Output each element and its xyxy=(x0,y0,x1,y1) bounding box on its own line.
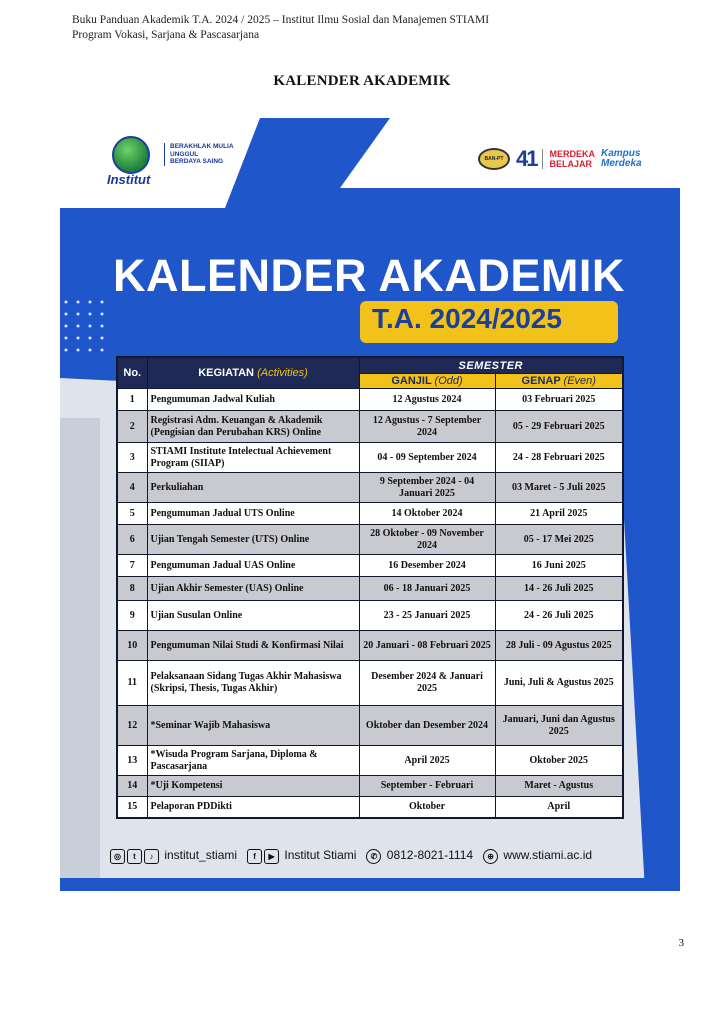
running-header xyxy=(72,13,489,43)
document-title: KALENDER AKADEMIK xyxy=(273,73,451,89)
cell-kegiatan: Ujian Tengah Semester (UTS) Online xyxy=(147,525,359,555)
cell-ganjil: 28 Oktober - 09 November 2024 xyxy=(359,525,495,555)
cell-no: 9 xyxy=(117,601,147,631)
cell-kegiatan: Ujian Susulan Online xyxy=(147,601,359,631)
cell-genap: 28 Juli - 09 Agustus 2025 xyxy=(495,631,623,661)
cell-genap: 21 April 2025 xyxy=(495,503,623,525)
page-number: 3 xyxy=(678,937,684,949)
cell-genap: Juni, Juli & Agustus 2025 xyxy=(495,661,623,706)
cell-genap: 03 Februari 2025 xyxy=(495,389,623,411)
cell-no: 4 xyxy=(117,473,147,503)
cell-ganjil: 14 Oktober 2024 xyxy=(359,503,495,525)
header-line-2: Program Vokasi, Sarjana & Pascasarjana xyxy=(72,29,260,41)
cell-kegiatan: Pengumuman Jadual UTS Online xyxy=(147,503,359,525)
cell-kegiatan: Pelaporan PDDikti xyxy=(147,797,359,818)
cell-ganjil: April 2025 xyxy=(359,746,495,776)
cell-no: 14 xyxy=(117,776,147,797)
website-block: ⊕ www.stiami.ac.id xyxy=(483,848,592,864)
logo-tagline: BERAKHLAK MULIA UNGGUL BERDAYA SAING xyxy=(164,143,234,166)
col-genap-header: GENAP (Even) xyxy=(495,374,623,389)
col-ganjil-header: GANJIL (Odd) xyxy=(359,374,495,389)
cell-no: 10 xyxy=(117,631,147,661)
academic-year-text: T.A. 2024/2025 xyxy=(372,303,562,334)
whatsapp-icon: ✆ xyxy=(366,849,381,864)
table-row xyxy=(117,601,623,631)
cell-kegiatan: *Seminar Wajib Mahasiswa xyxy=(147,706,359,746)
cell-ganjil: Oktober xyxy=(359,797,495,818)
cell-genap: 24 - 26 Juli 2025 xyxy=(495,601,623,631)
dot-pattern-decor xyxy=(60,296,108,356)
cell-ganjil: 23 - 25 Januari 2025 xyxy=(359,601,495,631)
cell-genap: April xyxy=(495,797,623,818)
cell-no: 5 xyxy=(117,503,147,525)
facebook-icon: f xyxy=(247,849,262,864)
kampus-merdeka-logo: Kampus Merdeka xyxy=(601,148,642,169)
poster-footer xyxy=(110,848,680,864)
cell-ganjil: Oktober dan Desember 2024 xyxy=(359,706,495,746)
cell-kegiatan: Pengumuman Jadwal Kuliah xyxy=(147,389,359,411)
cell-genap: 16 Juni 2025 xyxy=(495,555,623,577)
phone-block: ✆ 0812-8021-1114 xyxy=(366,848,473,864)
youtube-icon: ▶ xyxy=(264,849,279,864)
table-row xyxy=(117,443,623,473)
globe-icon: ⊕ xyxy=(483,849,498,864)
cell-kegiatan: *Wisuda Program Sarjana, Diploma & Pascasarjana xyxy=(147,746,359,776)
cell-ganjil: 12 Agustus 2024 xyxy=(359,389,495,411)
cell-ganjil: Desember 2024 & Januari 2025 xyxy=(359,661,495,706)
table-row xyxy=(117,503,623,525)
cell-kegiatan: Pengumuman Jadual UAS Online xyxy=(147,555,359,577)
cell-kegiatan: Pelaksanaan Sidang Tugas Akhir Mahasiswa (Skripsi, Thesis, Tugas Akhir) xyxy=(147,661,359,706)
col-semester-header: SEMESTER xyxy=(359,357,623,374)
cell-genap: Januari, Juni dan Agustus 2025 xyxy=(495,706,623,746)
cell-kegiatan: Perkuliahan xyxy=(147,473,359,503)
cell-kegiatan: STIAMI Institute Intelectual Achievement Program (SIIAP) xyxy=(147,443,359,473)
cell-genap: 05 - 29 Februari 2025 xyxy=(495,411,623,443)
cell-genap: Oktober 2025 xyxy=(495,746,623,776)
cell-ganjil: 04 - 09 September 2024 xyxy=(359,443,495,473)
table-row xyxy=(117,525,623,555)
social-block: ◎ t ♪ institut_stiami xyxy=(110,848,237,864)
partner-logos xyxy=(478,146,642,172)
cell-no: 6 xyxy=(117,525,147,555)
poster-title: KALENDER AKADEMIK xyxy=(113,250,625,301)
academic-calendar-poster xyxy=(60,118,680,891)
facebook-block: f ▶ Institut Stiami xyxy=(247,848,356,864)
anniversary-logo: 41 xyxy=(516,146,537,171)
table-row xyxy=(117,411,623,443)
table-row xyxy=(117,389,623,411)
cell-no: 8 xyxy=(117,577,147,601)
cell-kegiatan: *Uji Kompetensi xyxy=(147,776,359,797)
cell-ganjil: 12 Agustus - 7 September 2024 xyxy=(359,411,495,443)
cell-ganjil: 20 Januari - 08 Februari 2025 xyxy=(359,631,495,661)
tiktok-icon: ♪ xyxy=(144,849,159,864)
cell-ganjil: September - Februari xyxy=(359,776,495,797)
twitter-icon: t xyxy=(127,849,142,864)
cell-ganjil: 9 September 2024 - 04 Januari 2025 xyxy=(359,473,495,503)
cell-kegiatan: Registrasi Adm. Keuangan & Akademik (Pengisian dan Perubahan KRS) Online xyxy=(147,411,359,443)
ban-pt-logo-icon: BAN-PT xyxy=(478,148,510,170)
cell-genap: 03 Maret - 5 Juli 2025 xyxy=(495,473,623,503)
cell-genap: Maret - Agustus xyxy=(495,776,623,797)
cell-kegiatan: Ujian Akhir Semester (UAS) Online xyxy=(147,577,359,601)
table-row xyxy=(117,776,623,797)
cell-genap: 14 - 26 Juli 2025 xyxy=(495,577,623,601)
table-row xyxy=(117,555,623,577)
instagram-icon: ◎ xyxy=(110,849,125,864)
cell-no: 13 xyxy=(117,746,147,776)
cell-ganjil: 16 Desember 2024 xyxy=(359,555,495,577)
merdeka-belajar-logo: MERDEKA BELAJAR xyxy=(542,149,595,169)
cell-ganjil: 06 - 18 Januari 2025 xyxy=(359,577,495,601)
table-row xyxy=(117,631,623,661)
cell-genap: 24 - 28 Februari 2025 xyxy=(495,443,623,473)
table-row xyxy=(117,706,623,746)
cell-no: 3 xyxy=(117,443,147,473)
calendar-table xyxy=(116,356,624,819)
table-row xyxy=(117,797,623,818)
cell-no: 12 xyxy=(117,706,147,746)
cell-kegiatan: Pengumuman Nilai Studi & Konfirmasi Nilai xyxy=(147,631,359,661)
table-row xyxy=(117,661,623,706)
table-row xyxy=(117,746,623,776)
stiami-logo-icon xyxy=(112,136,150,174)
table-row xyxy=(117,577,623,601)
cell-no: 2 xyxy=(117,411,147,443)
cell-no: 1 xyxy=(117,389,147,411)
logo-wordmark: Institut xyxy=(107,172,151,187)
cell-no: 7 xyxy=(117,555,147,577)
col-kegiatan-header: KEGIATAN (Activities) xyxy=(147,357,359,389)
cell-genap: 05 - 17 Mei 2025 xyxy=(495,525,623,555)
table-row xyxy=(117,473,623,503)
cell-no: 11 xyxy=(117,661,147,706)
cell-no: 15 xyxy=(117,797,147,818)
col-no-header: No. xyxy=(117,357,147,389)
header-line-1: Buku Panduan Akademik T.A. 2024 / 2025 – Institut Ilmu Sosial dan Manajemen STIAMI xyxy=(72,14,490,26)
